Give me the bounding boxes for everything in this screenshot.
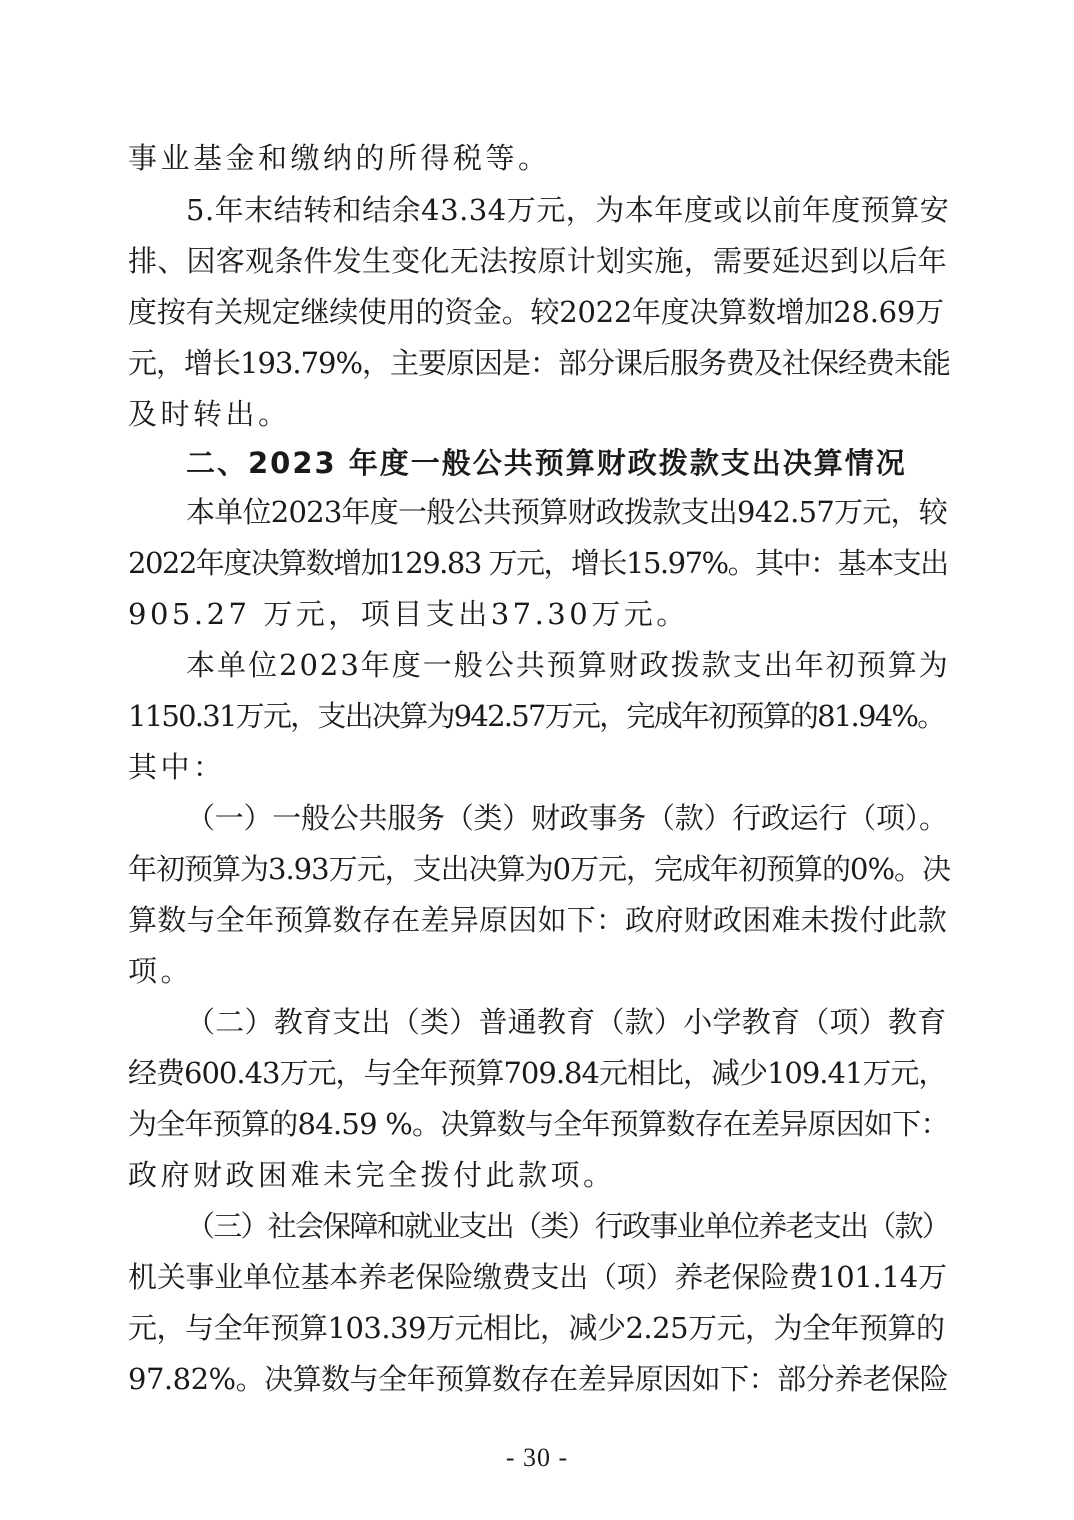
text-line: 事业基金和缴纳的所得税等。	[128, 141, 551, 175]
page-number: - 30 -	[505, 1443, 569, 1472]
text-line: 元，与全年预算103.39万元相比，减少2.25万元，为全年预算的	[128, 1311, 945, 1345]
text-line: 其中：	[128, 750, 226, 784]
text-line: 97.82%。决算数与全年预算数存在差异原因如下：部分养老保险	[128, 1362, 949, 1396]
text-line: 年初预算为3.93万元，支出决算为0万元，完成年初预算的0%。决	[128, 852, 951, 886]
text-line: 为全年预算的84.59 %。决算数与全年预算数存在差异原因如下：	[128, 1107, 949, 1141]
text-line: 905.27 万元，项目支出37.30万元。	[128, 597, 689, 631]
text-line: 5.年末结转和结余43.34万元，为本年度或以前年度预算安	[186, 193, 950, 227]
text-line: 项。	[128, 954, 194, 988]
text-line: 经费600.43万元，与全年预算709.84元相比，减少109.41万元，	[128, 1056, 947, 1090]
text-line: （一）一般公共服务（类）财政事务（款）行政运行（项）。	[186, 801, 948, 835]
section-heading: 二、2023 年度一般公共预算财政拨款支出决算情况	[186, 446, 907, 480]
text-line: 排、因客观条件发生变化无法按原计划实施，需要延迟到以后年	[128, 244, 948, 278]
text-line: 机关事业单位基本养老保险缴费支出（项）养老保险费101.14万	[128, 1260, 947, 1294]
text-line: 1150.31万元，支出决算为942.57万元，完成年初预算的81.94%。	[128, 699, 945, 733]
text-line: （二）教育支出（类）普通教育（款）小学教育（项）教育	[186, 1005, 947, 1039]
text-line: 算数与全年预算数存在差异原因如下：政府财政困难未拨付此款	[128, 903, 948, 937]
text-line: 及时转出。	[128, 397, 291, 431]
text-line: 2022年度决算数增加129.83 万元，增长15.97%。其中：基本支出	[128, 546, 948, 580]
text-line: 本单位2023年度一般公共预算财政拨款支出942.57万元，较	[186, 495, 948, 529]
text-line: （三）社会保障和就业支出（类）行政事业单位养老支出（款）	[186, 1209, 950, 1243]
text-line: 度按有关规定继续使用的资金。较2022年度决算数增加28.69万	[128, 295, 944, 329]
text-line: 元，增长193.79%，主要原因是：部分课后服务费及社保经费未能	[128, 346, 951, 380]
text-line: 政府财政困难未完全拨付此款项。	[128, 1158, 616, 1192]
text-line: 本单位2023年度一般公共预算财政拨款支出年初预算为	[186, 648, 950, 682]
